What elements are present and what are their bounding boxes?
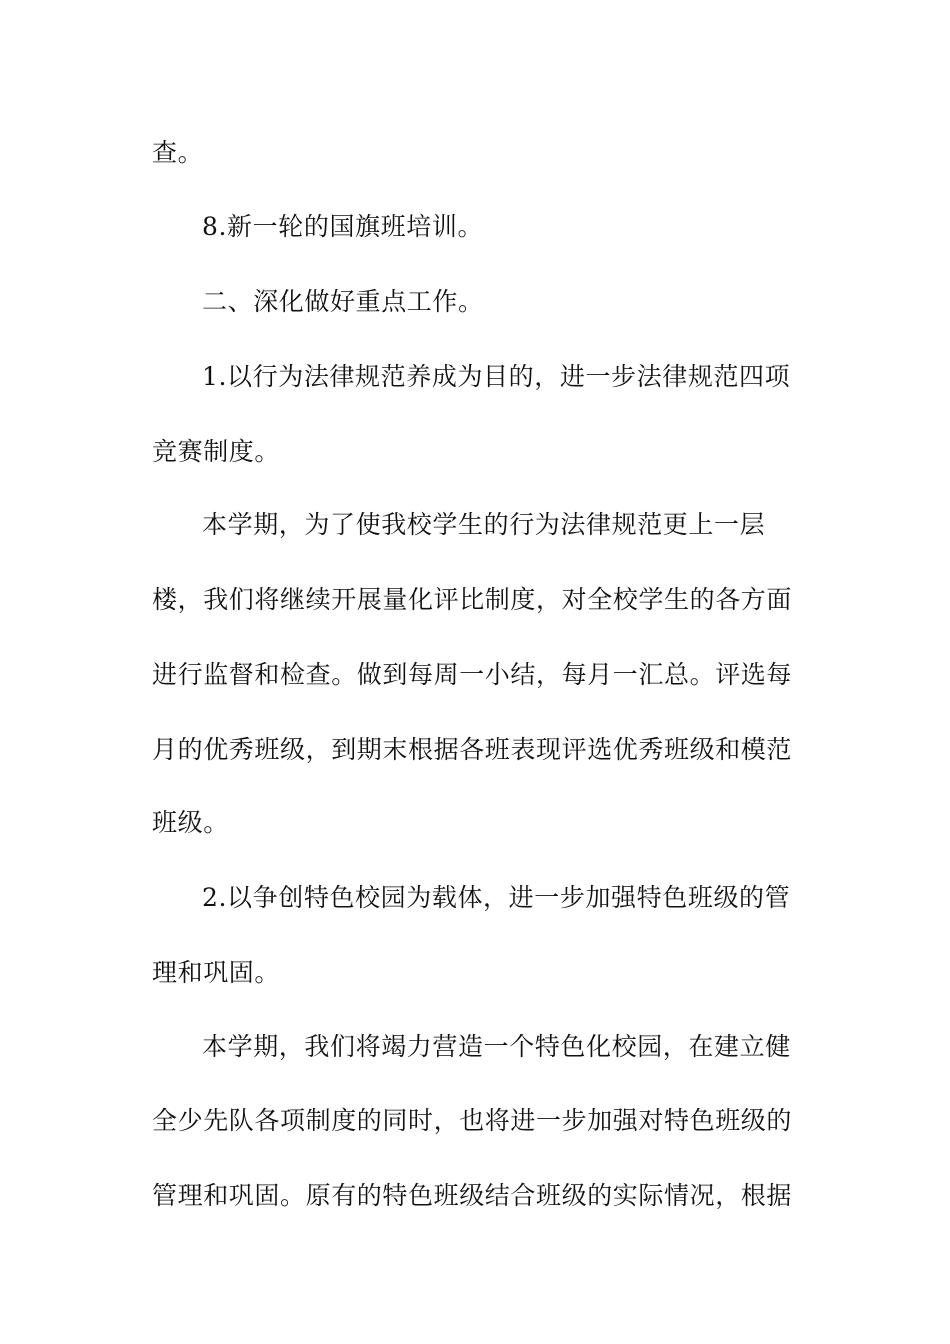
paragraph-line: 本学期，为了使我校学生的行为法律规范更上一层	[202, 510, 766, 539]
paragraph-line: 班级。	[152, 808, 229, 837]
paragraph-line: 楼，我们将继续开展量化评比制度，对全校学生的各方面	[152, 585, 793, 614]
paragraph-line: 全少先队各项制度的同时，也将进一步加强对特色班级的	[152, 1106, 793, 1135]
paragraph-line: 管理和巩固。原有的特色班级结合班级的实际情况，根据	[152, 1181, 793, 1210]
list-item-heading: 2.以争创特色校园为载体，进一步加强特色班级的管	[202, 883, 791, 912]
paragraph-line: 本学期，我们将竭力营造一个特色化校园，在建立健	[202, 1032, 791, 1061]
section-heading: 二、深化做好重点工作。	[202, 287, 484, 316]
text-line: 竞赛制度。	[152, 437, 281, 466]
list-item-heading: 1.以行为法律规范养成为目的，进一步法律规范四项	[202, 362, 791, 391]
paragraph-line: 进行监督和检查。做到每周一小结，每月一汇总。评选每	[152, 660, 793, 689]
paragraph-line: 月的优秀班级，到期末根据各班表现评选优秀班级和模范	[152, 735, 793, 764]
text-line: 理和巩固。	[152, 958, 281, 987]
text-line: 查。	[152, 138, 204, 167]
list-item-heading: 8.新一轮的国旗班培训。	[202, 212, 484, 241]
